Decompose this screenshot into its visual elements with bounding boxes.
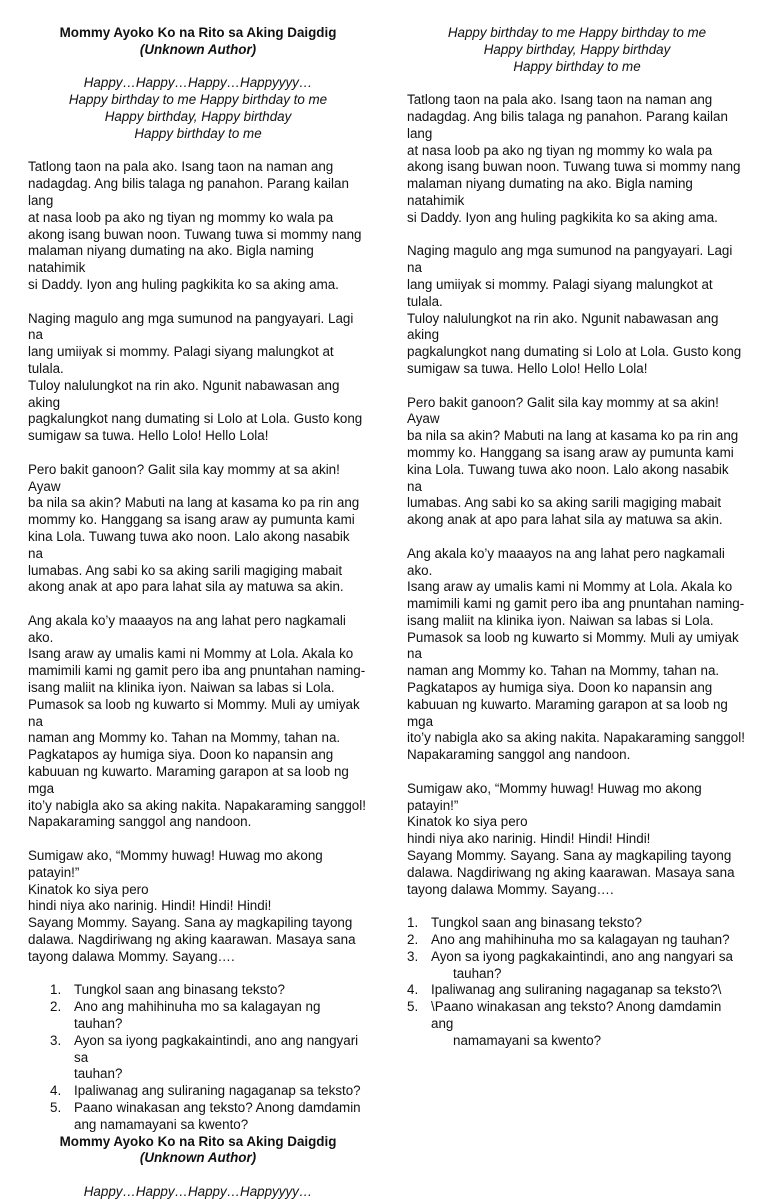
text-line: Sayang Mommy. Sayang. Sana ay magkapiling tayong bbox=[407, 848, 732, 864]
text-line: Pero bakit ganoon? Galit sila kay mommy at sa akin! Ayaw bbox=[407, 394, 719, 427]
text-line: akong anak at apo para lahat sila ay matuwa sa akin. bbox=[28, 579, 344, 595]
text-line: isang maliit na klinika iyon. Naiwan sa labas si Lola. bbox=[407, 612, 714, 628]
text-line: akong isang buwan noon. Tuwang tuwa si mommy nang bbox=[28, 226, 362, 242]
question-item bbox=[28, 1100, 368, 1134]
text-line: kabuuan ng kuwarto. Maraming garapon at sa loob ng mga bbox=[28, 764, 349, 796]
question-number: 5. bbox=[50, 1100, 62, 1115]
question-item bbox=[407, 999, 747, 1049]
text-line: Ang akala ko’y maaayos na ang lahat pero nagkamali ako. bbox=[28, 612, 346, 645]
text-line: Tuloy nalulungkot na rin ako. Ngunit nabawasan ang aking bbox=[407, 310, 719, 343]
song-line-repeat: Happy…Happy…Happy…Happyyyy… bbox=[83, 1183, 313, 1199]
text-line: Tatlong taon na pala ako. Isang taon na naman ang bbox=[28, 159, 334, 175]
question-text: Ipaliwanag ang suliraning nagaganap sa teksto?\ bbox=[431, 982, 722, 998]
question-number: 1. bbox=[407, 915, 419, 931]
text-line: sumigaw sa tuwa. Hello Lolo! Hello Lola! bbox=[407, 360, 648, 376]
question-text: Tungkol saan ang binasang teksto? bbox=[74, 982, 285, 998]
text-line: dalawa. Nagdiriwang ng aking kaarawan. Masaya sana bbox=[407, 864, 735, 880]
question-text: Tungkol saan ang binasang teksto? bbox=[431, 915, 642, 931]
text-line: Napakaraming sanggol ang nandoon. bbox=[28, 814, 252, 830]
text-line: sumigaw sa tuwa. Hello Lolo! Hello Lola! bbox=[28, 428, 269, 444]
story-paragraph bbox=[28, 462, 368, 596]
question-item bbox=[28, 982, 368, 999]
question-item bbox=[407, 982, 747, 999]
text-line: Pagkatapos ay humiga siya. Doon ko napansin ang bbox=[407, 680, 713, 696]
text-line: malaman niyang dumating na ako. Bigla naming natahimik bbox=[28, 243, 314, 276]
question-number: 4. bbox=[50, 1083, 62, 1099]
question-text: tauhan? bbox=[453, 965, 502, 981]
text-line: Pumasok sa loob ng kuwarto si Mommy. Muli ay umiyak na bbox=[407, 629, 739, 662]
song-line: Happy birthday to me Happy birthday to me bbox=[68, 92, 328, 108]
text-line: ito’y nabigla ako sa aking nakita. Napakaraming sanggol! bbox=[407, 730, 745, 746]
question-text: Ayon sa iyong pagkakaintindi, ano ang nangyari sa bbox=[431, 948, 734, 964]
text-line: at nasa loob pa ako ng tiyan ng mommy ko wala pa bbox=[407, 142, 713, 158]
text-line: Tuloy nalulungkot na rin ako. Ngunit nabawasan ang aking bbox=[28, 377, 340, 410]
story-paragraph bbox=[407, 92, 747, 226]
question-text: Ipaliwanag ang suliraning nagaganap sa teksto? bbox=[74, 1083, 361, 1099]
question-number: 2. bbox=[50, 999, 62, 1015]
story-author: (Unknown Author) bbox=[139, 41, 257, 57]
question-list bbox=[407, 915, 747, 1049]
story-paragraph bbox=[407, 781, 747, 899]
text-line: hindi niya ako narinig. Hindi! Hindi! Hindi! bbox=[407, 831, 651, 847]
text-line: lang umiiyak si mommy. Palagi siyang malungkot at tulala. bbox=[407, 276, 713, 309]
text-line: pagkalungkot nang dumating si Lolo at Lola. Gusto kong bbox=[28, 411, 363, 427]
story-paragraph bbox=[407, 243, 747, 377]
text-line: ito’y nabigla ako sa aking nakita. Napakaraming sanggol! bbox=[28, 797, 366, 813]
text-line: kina Lola. Tuwang tuwa ako noon. Lalo akong nasabik na bbox=[28, 528, 350, 561]
story-paragraph bbox=[28, 613, 368, 831]
story-title: Mommy Ayoko Ko na Rito sa Aking Daigdig bbox=[59, 25, 337, 40]
question-number: 4. bbox=[407, 982, 419, 998]
text-line: tayong dalawa Mommy. Sayang…. bbox=[407, 881, 614, 897]
text-line: naman ang Mommy ko. Tahan na Mommy, tahan na. bbox=[28, 730, 341, 746]
question-text: Ayon sa iyong pagkakaintindi, ano ang nangyari sa bbox=[74, 1032, 359, 1065]
text-line: Pagkatapos ay humiga siya. Doon ko napansin ang bbox=[28, 747, 334, 763]
question-item bbox=[407, 949, 747, 983]
text-line: Sumigaw ako, “Mommy huwag! Huwag mo akong patayin!” bbox=[407, 780, 702, 813]
song-line: Happy birthday to me Happy birthday to me bbox=[447, 25, 707, 40]
text-line: Isang araw ay umalis kami ni Mommy at Lola. Akala ko bbox=[28, 646, 354, 662]
text-line: hindi niya ako narinig. Hindi! Hindi! Hindi! bbox=[28, 898, 272, 914]
text-line: mamimili kami ng gamit pero iba ang pnuntahan naming- bbox=[407, 596, 745, 612]
text-line: mommy ko. Hanggang sa isang araw ay pumunta kami bbox=[407, 444, 734, 460]
text-line: Sayang Mommy. Sayang. Sana ay magkapiling tayong bbox=[28, 915, 353, 931]
text-line: naman ang Mommy ko. Tahan na Mommy, tahan na. bbox=[407, 663, 720, 679]
text-line: kabuuan ng kuwarto. Maraming garapon at sa loob ng mga bbox=[407, 696, 728, 729]
text-line: lumabas. Ang sabi ko sa aking sarili magiging mabait bbox=[407, 495, 722, 511]
text-line: nadagdag. Ang bilis talaga ng panahon. Parang kailan lang bbox=[28, 176, 349, 208]
song-line: Happy birthday, Happy birthday bbox=[483, 41, 671, 57]
question-text: Paano winakasan ang teksto? Anong damdamin bbox=[74, 1100, 361, 1115]
text-line: Kinatok ko siya pero bbox=[407, 814, 528, 830]
text-line: Naging magulo ang mga sumunod na pangyayari. Lagi na bbox=[28, 310, 354, 343]
question-number: 3. bbox=[407, 948, 419, 964]
text-line: si Daddy. Iyon ang huling pagkikita ko sa aking ama. bbox=[28, 276, 339, 292]
story-paragraph bbox=[28, 848, 368, 966]
text-line: ba nila sa akin? Mabuti na lang at kasama ko pa rin ang bbox=[28, 495, 360, 511]
text-line: Ang akala ko’y maaayos na ang lahat pero nagkamali ako. bbox=[407, 545, 725, 578]
question-item bbox=[407, 915, 747, 932]
text-line: Napakaraming sanggol ang nandoon. bbox=[407, 747, 631, 763]
song-line: Happy birthday to me bbox=[513, 58, 641, 74]
story-paragraph bbox=[407, 546, 747, 764]
question-text: namamayani sa kwento? bbox=[453, 1032, 602, 1048]
text-line: isang maliit na klinika iyon. Naiwan sa labas si Lola. bbox=[28, 680, 335, 696]
text-line: Tatlong taon na pala ako. Isang taon na naman ang bbox=[407, 92, 713, 108]
text-line: akong isang buwan noon. Tuwang tuwa si mommy nang bbox=[407, 159, 741, 175]
text-line: kina Lola. Tuwang tuwa ako noon. Lalo akong nasabik na bbox=[407, 461, 729, 494]
story-paragraph bbox=[407, 395, 747, 529]
question-item bbox=[28, 1033, 368, 1083]
song-lyrics bbox=[407, 25, 747, 75]
story-paragraph bbox=[28, 311, 368, 445]
text-line: mamimili kami ng gamit pero iba ang pnuntahan naming- bbox=[28, 663, 366, 679]
question-number: 5. bbox=[407, 999, 419, 1015]
song-line: Happy…Happy…Happy…Happyyyy… bbox=[83, 75, 313, 91]
text-line: Kinatok ko siya pero bbox=[28, 881, 149, 897]
text-line: Sumigaw ako, “Mommy huwag! Huwag mo akong patayin!” bbox=[28, 848, 323, 880]
song-line: Happy birthday to me bbox=[134, 125, 262, 141]
text-line: lumabas. Ang sabi ko sa aking sarili magiging mabait bbox=[28, 562, 343, 578]
text-line: ba nila sa akin? Mabuti na lang at kasama ko pa rin ang bbox=[407, 428, 739, 444]
text-line: dalawa. Nagdiriwang ng aking kaarawan. Masaya sana bbox=[28, 932, 356, 948]
question-text: ang namamayani sa kwento? bbox=[74, 1116, 249, 1132]
text-line: tayong dalawa Mommy. Sayang…. bbox=[28, 948, 235, 964]
question-item bbox=[407, 932, 747, 949]
text-line: Naging magulo ang mga sumunod na pangyayari. Lagi na bbox=[407, 243, 733, 276]
story-author-repeat: (Unknown Author) bbox=[139, 1150, 257, 1166]
text-line: mommy ko. Hanggang sa isang araw ay pumunta kami bbox=[28, 512, 355, 528]
story-title-repeat: Mommy Ayoko Ko na Rito sa Aking Daigdig bbox=[59, 1133, 337, 1149]
story-paragraph bbox=[28, 159, 368, 293]
question-item bbox=[28, 1083, 368, 1100]
question-text: tauhan? bbox=[74, 1066, 123, 1082]
song-lyrics bbox=[28, 75, 368, 142]
text-line: pagkalungkot nang dumating si Lolo at Lola. Gusto kong bbox=[407, 344, 742, 360]
text-line: lang umiiyak si mommy. Palagi siyang malungkot at tulala. bbox=[28, 344, 334, 376]
question-text: Ano ang mahihinuha mo sa kalagayan ng tauhan? bbox=[74, 999, 321, 1032]
question-list bbox=[28, 982, 368, 1133]
song-line: Happy birthday, Happy birthday bbox=[104, 108, 292, 124]
text-line: si Daddy. Iyon ang huling pagkikita ko sa aking ama. bbox=[407, 209, 718, 225]
question-number: 2. bbox=[407, 932, 419, 948]
question-text: \Paano winakasan ang teksto? Anong damdamin ang bbox=[431, 999, 722, 1032]
text-line: Pero bakit ganoon? Galit sila kay mommy at sa akin! Ayaw bbox=[28, 461, 340, 494]
question-text: Ano ang mahihinuha mo sa kalagayan ng tauhan? bbox=[431, 932, 730, 948]
text-line: at nasa loob pa ako ng tiyan ng mommy ko wala pa bbox=[28, 209, 334, 225]
question-number: 3. bbox=[50, 1032, 62, 1048]
text-line: nadagdag. Ang bilis talaga ng panahon. Parang kailan lang bbox=[407, 108, 728, 141]
question-item bbox=[28, 999, 368, 1033]
right-column bbox=[407, 25, 747, 1050]
text-line: malaman niyang dumating na ako. Bigla naming natahimik bbox=[407, 176, 693, 208]
text-line: Isang araw ay umalis kami ni Mommy at Lola. Akala ko bbox=[407, 579, 733, 595]
question-number: 1. bbox=[50, 982, 62, 998]
text-line: akong anak at apo para lahat sila ay matuwa sa akin. bbox=[407, 512, 723, 528]
left-column bbox=[28, 25, 368, 1201]
text-line: Pumasok sa loob ng kuwarto si Mommy. Muli ay umiyak na bbox=[28, 696, 360, 729]
